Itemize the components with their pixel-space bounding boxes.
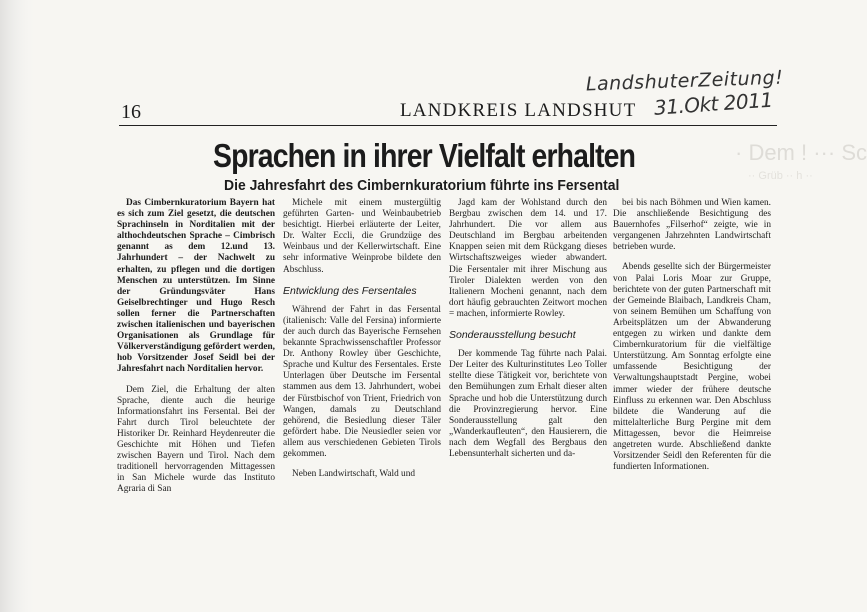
article-paragraph: Der kommende Tag führte nach Palai. Der Leiter des Kulturinstitutes Leo Toller stellte diese Tätigkeit vor, berichtete von den Bemühungen zum Erhalt dieser alten Sprache und hob die Unterstützung durch die Provinzregierung hervor. Eine Sonderausstellung galt den „Wanderkaufleuten“, den Hausierern, die nach dem Wegfall des Bergbaus den Lebensunterhalt sicherten und da- <box>449 349 607 459</box>
article-paragraph: Neben Landwirtschaft, Wald und <box>292 469 416 480</box>
show-through-text: · Dem ! ··· Sc <box>735 140 867 165</box>
article-subheadline: Die Jahresfahrt des Cimbernkuratorium führte ins Fersental <box>224 178 620 194</box>
article-paragraph: Michele mit einem mustergültig geführten Garten- und Weinbaubetrieb besichtigt. Hierbei erläuterte der Leiter, Dr. Walter Eccli, die Grundzüge des Weinbaus und der Kellerwirtschaft. Eine sehr informative Weinprobe bildete den Abschluss. <box>283 198 441 275</box>
article-paragraph: Jagd kam der Wohlstand durch den Bergbau zwischen dem 14. und 17. Jahrhundert. Die vor allem aus Deutschland im Bergbau arbeitenden Knappen seien mit dem Rückgang dieses Wirtschaftszweiges wieder abwandert. Die Fersentaler mit ihrer Mischung aus Tiroler Dialekten werden von den Italienern Mocheni genannt, nach dem dort häufig gebrauchten Zeitwort mochen = machen, informierte Rowley. <box>449 198 607 319</box>
article-subheading: Entwicklung des Fersentales <box>283 284 417 297</box>
article-intro: Das Cimbernkuratorium Bayern hat es sich zum Ziel gesetzt, die deutschen Sprachinseln in Norditalien mit der althochdeutschen Sprache – Cimbrisch genannt as dem 12.und 13. Jahrhundert – der Nachwelt zu erhalten, zu pflegen und die dortigen Menschen zu unterstützen. Im Sinne der Gründungsväter Hans Geiselbrechtinger und Hugo Resch sollen ferner die Partnerschaften zwischen italienischen und bayerischen Organisationen als Grundlage für Völkerverständigung gefördert werden, hob Vorsitzender Josef Seidl bei der Jahresfahrt nach Norditalien hervor. <box>117 198 275 375</box>
article-paragraph: Abends gesellte sich der Bürgermeister von Palai Loris Moar zur Gruppe, berichtete von der guten Partnerschaft mit der Gemeinde Blaibach, Landkreis Cham, von seinem Bemühen um Schaffung von Arbeitsplätzen um der Abwanderung entgegen zu wirken und dankte dem Cimbernkuratorium für die vielfältige Unterstützung. Am Sonntag erfolgte eine umfassende Besichtigung der Verwaltungshauptstadt Pergine, wobei immer wieder der frühere deutsche Einfluss zu erkennen war. Den Abschluss bildete die Wanderung auf die mittelalterliche Burg Pergine mit dem Mittagessen, bevor die Heimreise angetreten wurde. Abschließend dankte Vorsitzender Seidl den Referenten für die fundierten Informationen. <box>613 262 771 473</box>
article-headline: Sprachen in ihrer Vielfalt erhalten <box>213 137 636 174</box>
article-column-4 <box>613 198 771 473</box>
header-rule <box>119 125 777 126</box>
article-paragraph: Dem Ziel, die Erhaltung der alten Sprache, diente auch die heurige Informationsfahrt ins Fersental. Bei der Fahrt durch Tirol beleuchtete der Historiker Dr. Reinhard Heydenreuter die Geschichte mit Höhen und Tiefen zwischen Bayern und Tirol. Nach dem traditionell hervorragenden Mittagessen in San Michele wurde das Instituto Agraria di San <box>117 384 275 495</box>
article-subheading: Sonderausstellung besucht <box>449 329 576 342</box>
article-column-2 <box>283 198 441 480</box>
handwritten-date: 31.Okt 2011 <box>653 87 774 120</box>
article-paragraph: bei bis nach Böhmen und Wien kamen. Die anschließende Besichtigung des Bauernhofes „Filserhof“ zeigte, wie in vergangenen Jahrzehnten Landwirtschaft betrieben wurde. <box>613 198 771 253</box>
article-paragraph: Während der Fahrt in das Fersental (italienisch: Valle del Fersina) informierte der auch durch das Bayerische Fernsehen bekannte Sprachwissenschaftler Professor Dr. Anthony Rowley über Geschichte, Sprache und Kultur des Fersentales. Erste Unterlagen über Deutsche im Fersental stammen aus dem 13. Jahrhundert, wobei der Fürstbischof von Trient, Friedrich von Wangen, damals zu Deutschland gehörend, die Besiedlung dieser Täler gefördert habe. Die Neusiedler seien vor allem aus verschiedenen Gebieten Tirols gekommen. <box>283 304 441 459</box>
section-header: LANDKREIS LANDSHUT <box>400 100 637 121</box>
article-column-3 <box>449 198 607 460</box>
show-through-text-small: ·· Grüb ·· h ·· <box>748 170 813 182</box>
article-column-1 <box>117 198 275 495</box>
handwritten-newspaper-name: LandshuterZeitung! <box>585 66 784 96</box>
page-number: 16 <box>121 101 141 123</box>
